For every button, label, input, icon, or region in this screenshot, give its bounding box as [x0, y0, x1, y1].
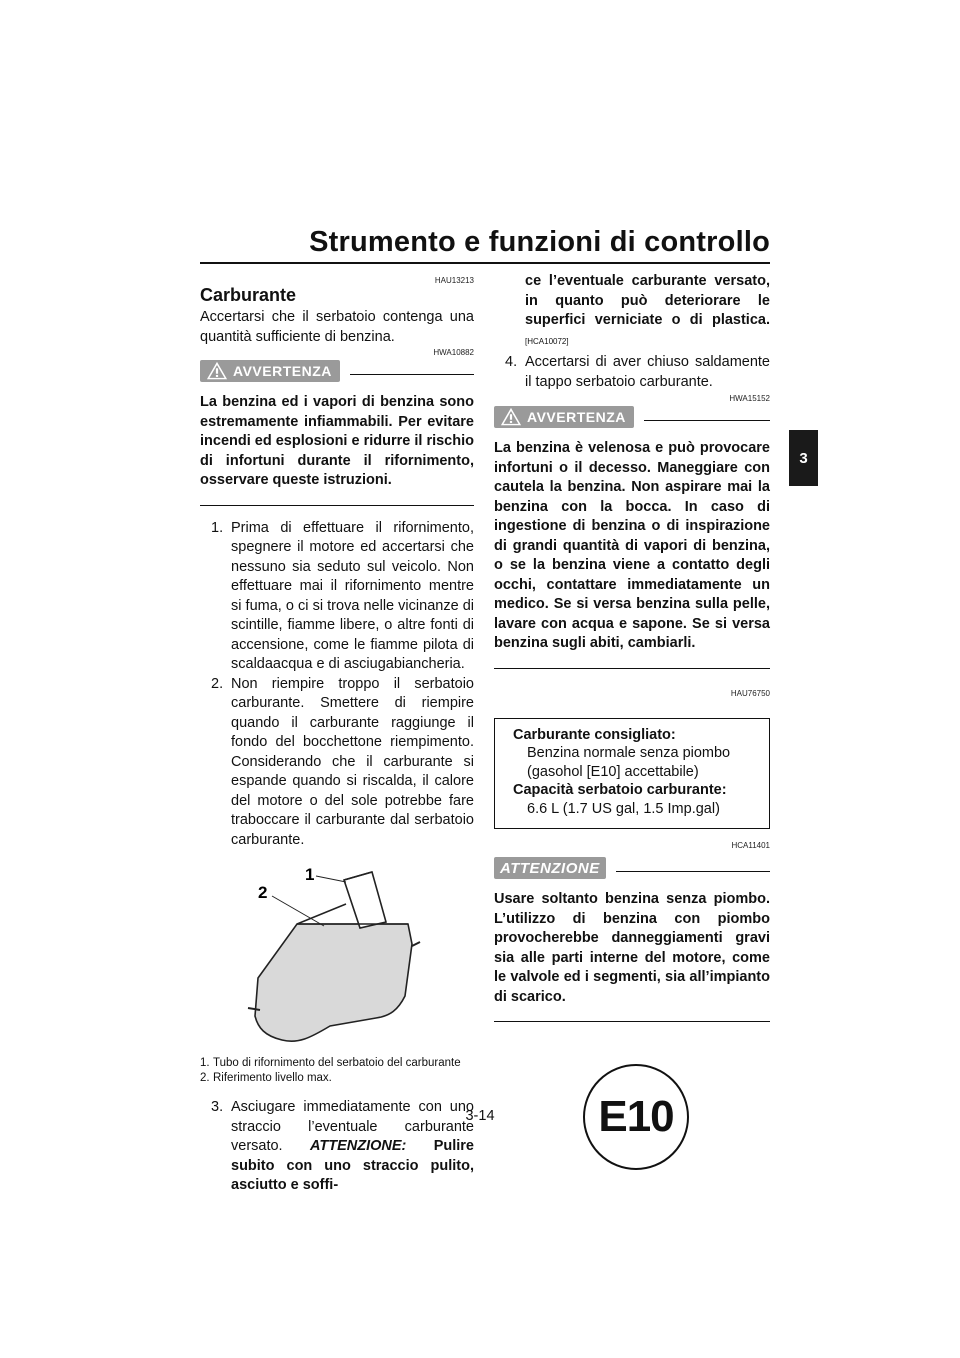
section-title: Carburante	[200, 285, 297, 305]
step-number: 2.	[211, 675, 224, 692]
warning2-text: La benzina è velenosa e può provocare infortuni o il decesso. Maneggiare con cautela la benzina. Non aspirare mai la benzina con la bocca. In caso di ingestione di benzina o di inspirazione di grandi quantità di vapori di benzina, o se la benzina viene a contatto degli occhi, contattare immediatamente un medico. Se si versa benzina sulla pelle, lavare con acqua e sapone. Se si versa benzina sugli abiti, cambiarli.	[494, 440, 770, 651]
step3-continued	[494, 272, 770, 351]
step-text: Non riempire troppo il serbatoio carburante. Smettere di riempire quando il carburante raggiunge il fondo del bocchettone riempimento. Considerando che il carburante si espande quando si riscalda, il calore del motore o del sole potrebbe fare traboccare il carburante dal serbatoio carburante.	[231, 675, 474, 848]
step-number: 3.	[211, 1099, 224, 1115]
right-column	[494, 272, 770, 1170]
page-number: 3-14	[465, 1108, 495, 1124]
attention-rule	[616, 871, 770, 872]
figure-label-2: 2	[258, 883, 268, 902]
warning1-header	[200, 359, 474, 383]
step3-continued-text: ce l’eventuale carburante versato, in quanto può deteriorare le superfici verniciate o di plastica.	[525, 273, 770, 328]
step3-code: [HCA10072]	[525, 336, 569, 346]
warning1-end-rule	[200, 505, 474, 506]
caption-number: 2.	[200, 1072, 210, 1084]
spec-value-capacity: 6.6 L (1.7 US gal, 1.5 Imp.gal)	[527, 800, 720, 817]
warning1-text: La benzina ed i vapori di benzina sono estremamente infiammabili. Per evitare incendi ed esplosioni e ridurre il rischio di infortuni durante il rifornimento, osservare queste istruzioni.	[200, 394, 474, 488]
caption-item	[200, 1056, 474, 1071]
attention-end-rule	[494, 1021, 770, 1022]
attention-code: HCA11401	[731, 841, 770, 850]
figure-label-1: 1	[305, 865, 315, 884]
steps-list-right	[494, 353, 770, 392]
title-rule	[200, 262, 770, 264]
left-column	[200, 276, 474, 1196]
step-number: 4.	[505, 354, 518, 370]
warning-triangle-icon	[500, 406, 522, 428]
spec-box	[494, 718, 770, 830]
step3-attention-label: ATTENZIONE:	[309, 1138, 407, 1154]
spec-label-fuel: Carburante consigliato:	[513, 726, 676, 743]
steps-list	[200, 519, 474, 851]
e10-label: E10	[598, 1092, 674, 1141]
warning-triangle-icon	[206, 360, 228, 382]
step-number: 1.	[211, 519, 224, 536]
caption-number: 1.	[200, 1057, 210, 1069]
step-item	[200, 675, 474, 851]
spec-code: HAU76750	[730, 688, 770, 698]
warning1-badge	[200, 360, 340, 382]
step-text: Accertarsi di aver chiuso saldamente il tappo serbatoio carburante.	[525, 354, 770, 390]
warning2-header	[494, 405, 770, 429]
step3-attention-text: Pulire subito con uno straccio pulito, asciutto e soffi-	[231, 1138, 474, 1193]
attention-badge: ATTENZIONE	[494, 857, 606, 879]
spec-value-fuel: Benzina normale senza piombo (gasohol [E10] accettabile)	[527, 745, 731, 780]
warning2-end-rule	[494, 668, 770, 669]
step-item	[200, 519, 474, 675]
caption-text: Tubo di rifornimento del serbatoio del carburante	[213, 1057, 461, 1069]
caption-text: Riferimento livello max.	[213, 1072, 332, 1084]
intro-text: Accertarsi che il serbatoio contenga una quantità sufficiente di benzina.	[200, 309, 474, 345]
warning2-rule	[644, 420, 770, 421]
spec-label-capacity: Capacità serbatoio carburante:	[513, 782, 727, 798]
warning1-code: HWA10882	[433, 348, 474, 357]
caption-item	[200, 1071, 474, 1086]
section-code: HAU13213	[434, 276, 474, 285]
page-title: Strumento e funzioni di controllo	[309, 226, 770, 258]
warning2-label: AVVERTENZA	[527, 409, 626, 425]
attention-text: Usare soltanto benzina senza piombo. L’utilizzo di benzina con piombo provocherebbe danneggiamenti gravi sia alle parti interne del motore, come le valvole ed i segmenti, sia all’impianto di scarico.	[494, 891, 770, 1005]
step-text: Prima di effettuare il rifornimento, spegnere il motore ed accertarsi che nessuno sia seduto sul veicolo. Non effettuare mai il rifornimento mentre si fuma, o ci si trova nelle vicinanze di scintille, fiamme libere, o altre fonti di accensione, come le fiamme pilota di scaldaacqua e di asciugabiancheria.	[231, 519, 474, 672]
warning2-code: HWA15152	[729, 394, 770, 403]
attention-header	[494, 856, 770, 880]
chapter-tab: 3	[789, 430, 818, 486]
step-text: Asciugare immediatamente con uno straccio l’eventuale carburante versato.	[231, 1099, 474, 1154]
warning2-badge	[494, 406, 634, 428]
step-item	[494, 353, 770, 392]
warning1-label: AVVERTENZA	[233, 363, 332, 379]
fuel-tank-illustration	[200, 858, 474, 1048]
figure-captions	[200, 1056, 474, 1086]
warning1-rule	[350, 374, 474, 375]
